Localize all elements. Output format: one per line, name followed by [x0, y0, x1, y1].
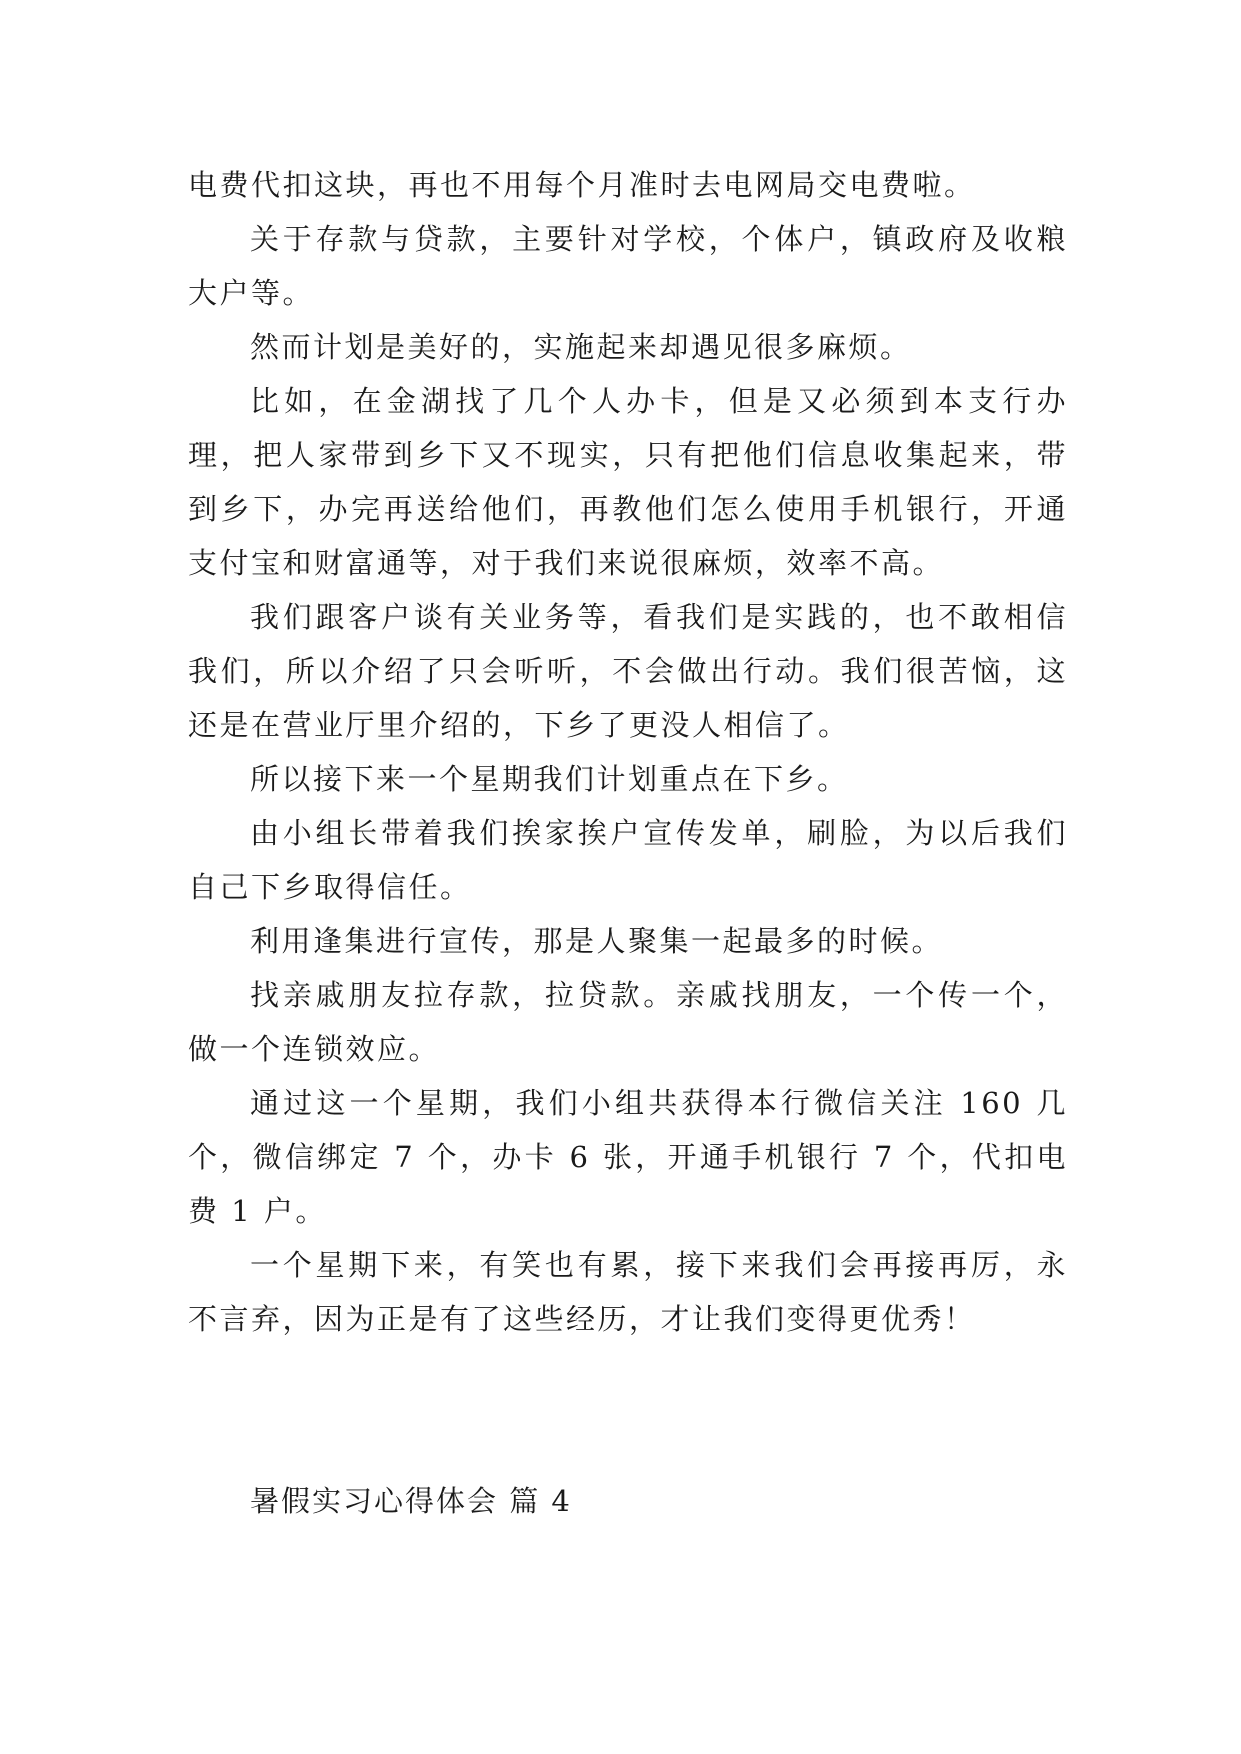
paragraph-8: 利用逢集进行宣传，那是人聚集一起最多的时候。: [250, 924, 944, 958]
paragraph-7: 由小组长带着我们挨家挨户宣传发单，刷脸，为以后我们自己下乡取得信任。: [188, 816, 1068, 904]
paragraph-11: 一个星期下来，有笑也有累，接下来我们会再接再厉，永不言弃，因为正是有了这些经历，才让我们变得更优秀！: [188, 1248, 1068, 1336]
paragraph-6: 所以接下来一个星期我们计划重点在下乡。: [250, 762, 849, 796]
paragraph-1: 电费代扣这块，再也不用每个月准时去电网局交电费啦。: [188, 168, 976, 202]
paragraph-2: 关于存款与贷款，主要针对学校，个体户，镇政府及收粮大户等。: [188, 222, 1068, 310]
paragraph-4: 比如，在金湖找了几个人办卡，但是又必须到本支行办理，把人家带到乡下又不现实，只有把他们信息收集起来，带到乡下，办完再送给他们，再教他们怎么使用手机银行，开通支付宝和财富通等，对于我们来说很麻烦，效率不高。: [188, 384, 1068, 580]
document-body: [188, 158, 1068, 1346]
paragraph-5: 我们跟客户谈有关业务等，看我们是实践的，也不敢相信我们，所以介绍了只会听听，不会做出行动。我们很苦恼，这还是在营业厅里介绍的，下乡了更没人相信了。: [188, 600, 1068, 742]
paragraph-9: 找亲戚朋友拉存款，拉贷款。亲戚找朋友，一个传一个，做一个连锁效应。: [188, 978, 1068, 1066]
section-heading: 暑假实习心得体会 篇 4: [250, 1484, 572, 1518]
paragraph-3: 然而计划是美好的，实施起来却遇见很多麻烦。: [250, 330, 912, 364]
paragraph-10: 通过这一个星期，我们小组共获得本行微信关注 160 几个，微信绑定 7 个，办卡 6 张，开通手机银行 7 个，代扣电费 1 户。: [188, 1086, 1068, 1228]
